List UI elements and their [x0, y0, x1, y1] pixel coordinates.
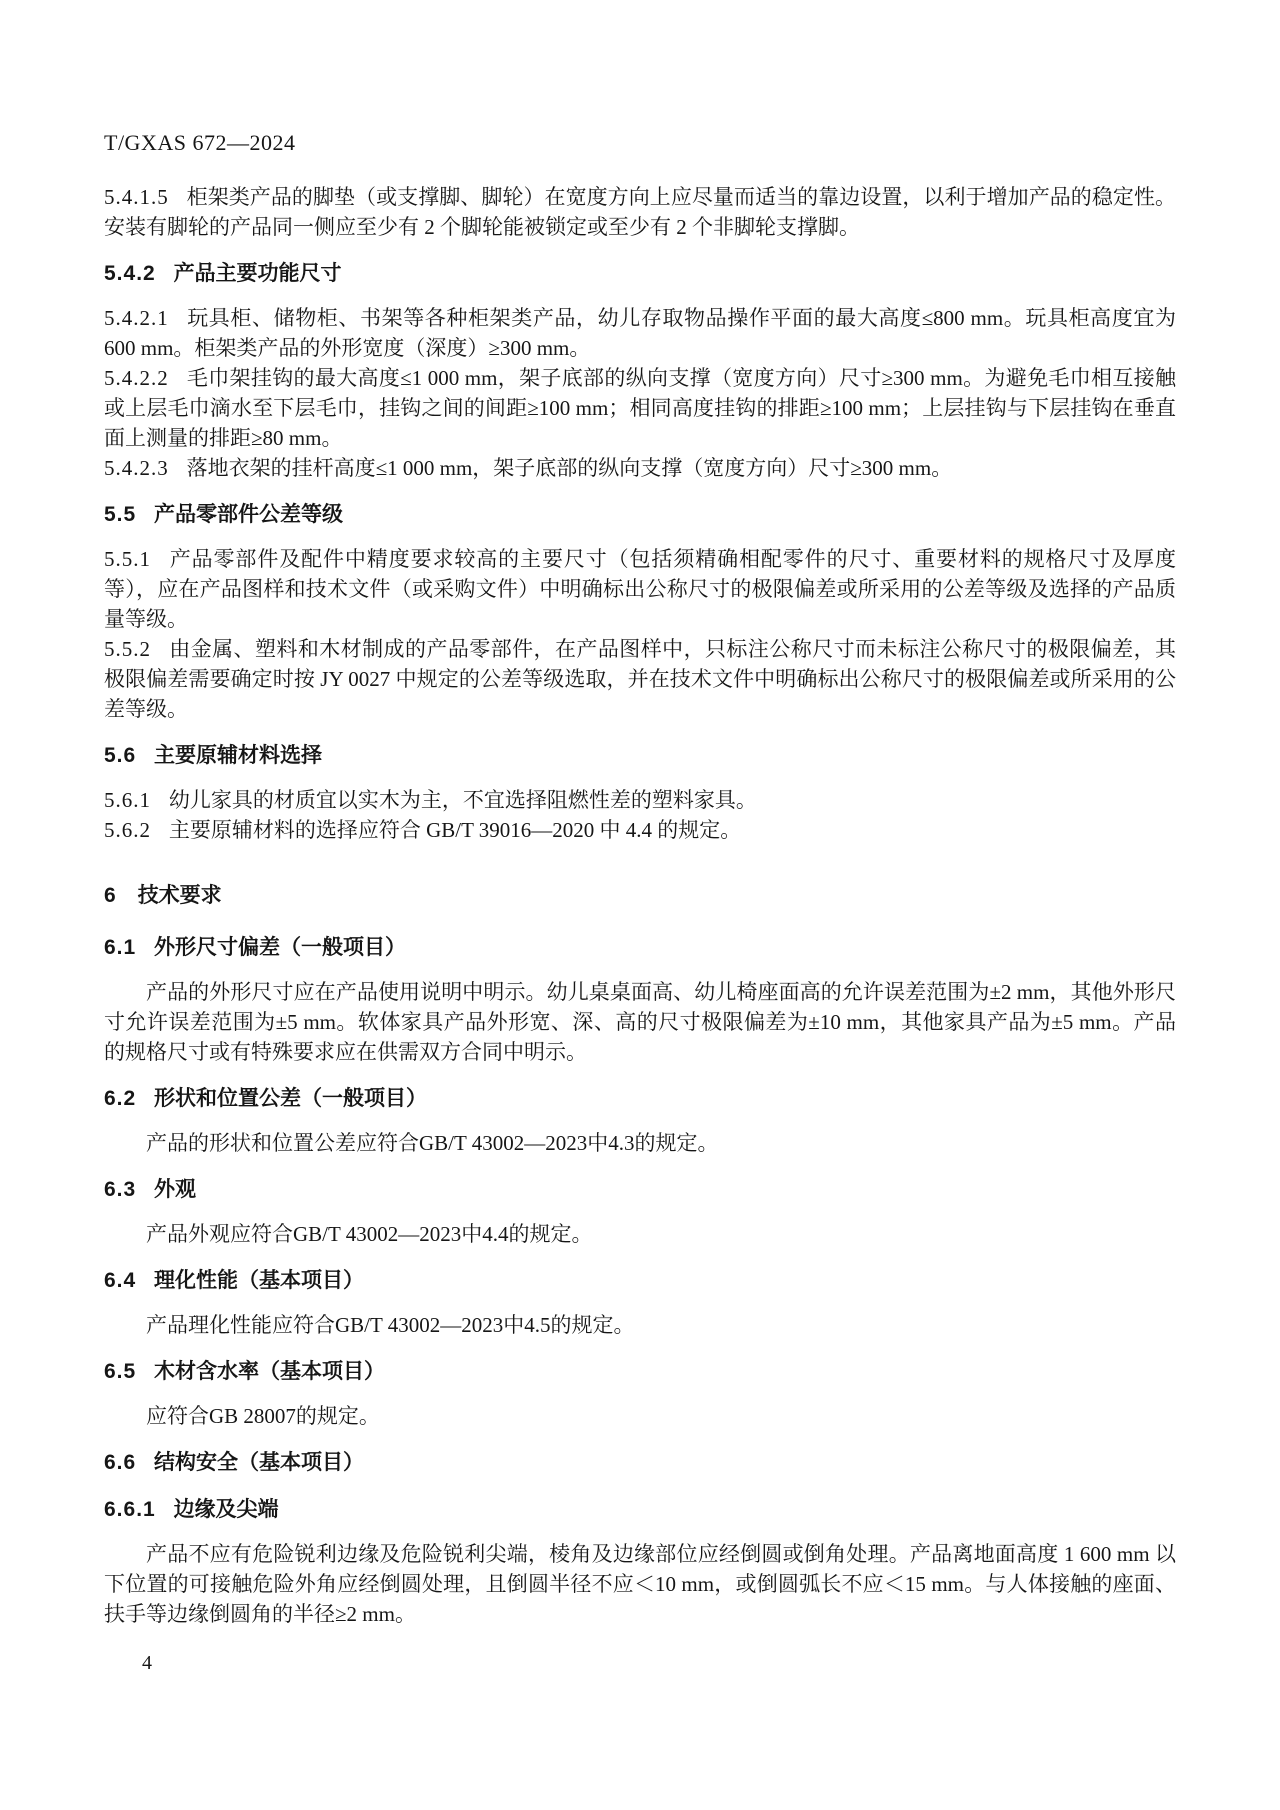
clause-number: 5.4.2	[104, 262, 156, 285]
clause-paragraph: 5.4.2.3 落地衣架的挂杆高度≤1 000 mm，架子底部的纵向支撑（宽度方向）尺寸≥300 mm。	[104, 456, 953, 480]
document-content	[104, 182, 1176, 1629]
clause-number: 6.5	[104, 1360, 137, 1383]
clause-paragraph: 5.5.2 由金属、塑料和木材制成的产品零部件，在产品图样中，只标注公称尺寸而未标注公称尺寸的极限偏差，其极限偏差需要确定时按 JY 0027 中规定的公差等级选取，并在技术文件中明确标出公称尺寸的极限偏差或所采用的公差等级。	[104, 637, 1176, 721]
clause-number: 5.4.1.5	[104, 185, 169, 209]
section-heading: 6.6.1 边缘及尖端	[104, 1498, 279, 1521]
clause-number: 6.1	[104, 936, 137, 959]
clause-paragraph: 5.6.1 幼儿家具的材质宜以实木为主，不宜选择阻燃性差的塑料家具。	[104, 788, 757, 812]
clause-paragraph: 5.6.2 主要原辅材料的选择应符合 GB/T 39016—2020 中 4.4 的规定。	[104, 818, 742, 842]
clause-number: 5.5	[104, 503, 137, 526]
page-number: 4	[142, 1652, 152, 1674]
clause-number: 5.6	[104, 744, 137, 767]
body-paragraph: 产品不应有危险锐利边缘及危险锐利尖端，棱角及边缘部位应经倒圆或倒角处理。产品离地面高度 1 600 mm 以下位置的可接触危险外角应经倒圆处理，且倒圆半径不应＜10 mm，或倒圆弧长不应＜15 mm。与人体接触的座面、扶手等边缘倒圆角的半径≥2 mm。	[104, 1542, 1176, 1626]
clause-number: 6.6	[104, 1451, 137, 1474]
section-heading: 5.5 产品零部件公差等级	[104, 503, 344, 526]
body-paragraph: 应符合GB 28007的规定。	[146, 1404, 380, 1428]
clause-number: 6	[104, 884, 117, 907]
body-paragraph: 产品理化性能应符合GB/T 43002—2023中4.5的规定。	[146, 1313, 635, 1337]
clause-paragraph: 5.5.1 产品零部件及配件中精度要求较高的主要尺寸（包括须精确相配零件的尺寸、重要材料的规格尺寸及厚度等），应在产品图样和技术文件（或采购文件）中明确标出公称尺寸的极限偏差或所采用的公差等级及选择的产品质量等级。	[104, 547, 1176, 631]
clause-number: 5.6.2	[104, 818, 151, 842]
clause-number: 6.6.1	[104, 1498, 156, 1521]
section-heading: 6.3 外观	[104, 1178, 197, 1201]
clause-paragraph: 5.4.2.2 毛巾架挂钩的最大高度≤1 000 mm，架子底部的纵向支撑（宽度方向）尺寸≥300 mm。为避免毛巾相互接触或上层毛巾滴水至下层毛巾，挂钩之间的间距≥100 mm；相同高度挂钩的排距≥100 mm；上层挂钩与下层挂钩在垂直面上测量的排距≥80 mm。	[104, 366, 1176, 450]
section-heading: 6.6 结构安全（基本项目）	[104, 1451, 365, 1474]
section-heading: 5.6 主要原辅材料选择	[104, 744, 323, 767]
section-heading: 6.4 理化性能（基本项目）	[104, 1269, 365, 1292]
clause-number: 5.5.2	[104, 637, 151, 661]
clause-number: 5.4.2.2	[104, 366, 169, 390]
clause-number: 6.4	[104, 1269, 137, 1292]
clause-number: 5.4.2.3	[104, 456, 169, 480]
clause-number: 6.3	[104, 1178, 137, 1201]
clause-paragraph: 5.4.1.5 柜架类产品的脚垫（或支撑脚、脚轮）在宽度方向上应尽量而适当的靠边设置，以利于增加产品的稳定性。安装有脚轮的产品同一侧应至少有 2 个脚轮能被锁定或至少有 2 个非脚轮支撑脚。	[104, 185, 1176, 239]
section-heading: 5.4.2 产品主要功能尺寸	[104, 262, 342, 285]
section-heading: 6.5 木材含水率（基本项目）	[104, 1360, 386, 1383]
body-paragraph: 产品的外形尺寸应在产品使用说明中明示。幼儿桌桌面高、幼儿椅座面高的允许误差范围为±2 mm，其他外形尺寸允许误差范围为±5 mm。软体家具产品外形宽、深、高的尺寸极限偏差为±10 mm，其他家具产品为±5 mm。产品的规格尺寸或有特殊要求应在供需双方合同中明示。	[104, 980, 1176, 1064]
body-paragraph: 产品外观应符合GB/T 43002—2023中4.4的规定。	[146, 1222, 593, 1246]
clause-number: 5.6.1	[104, 788, 151, 812]
section-heading: 6.2 形状和位置公差（一般项目）	[104, 1087, 428, 1110]
standard-number-header: T/GXAS 672—2024	[104, 130, 296, 155]
clause-number: 5.4.2.1	[104, 306, 169, 330]
body-paragraph: 产品的形状和位置公差应符合GB/T 43002—2023中4.3的规定。	[146, 1131, 719, 1155]
clause-paragraph: 5.4.2.1 玩具柜、储物柜、书架等各种柜架类产品，幼儿存取物品操作平面的最大高度≤800 mm。玩具柜高度宜为 600 mm。柜架类产品的外形宽度（深度）≥300 mm。	[104, 306, 1176, 360]
clause-number: 5.5.1	[104, 547, 151, 571]
clause-number: 6.2	[104, 1087, 137, 1110]
section-heading: 6.1 外形尺寸偏差（一般项目）	[104, 936, 407, 959]
chapter-heading: 6 技术要求	[104, 884, 222, 907]
